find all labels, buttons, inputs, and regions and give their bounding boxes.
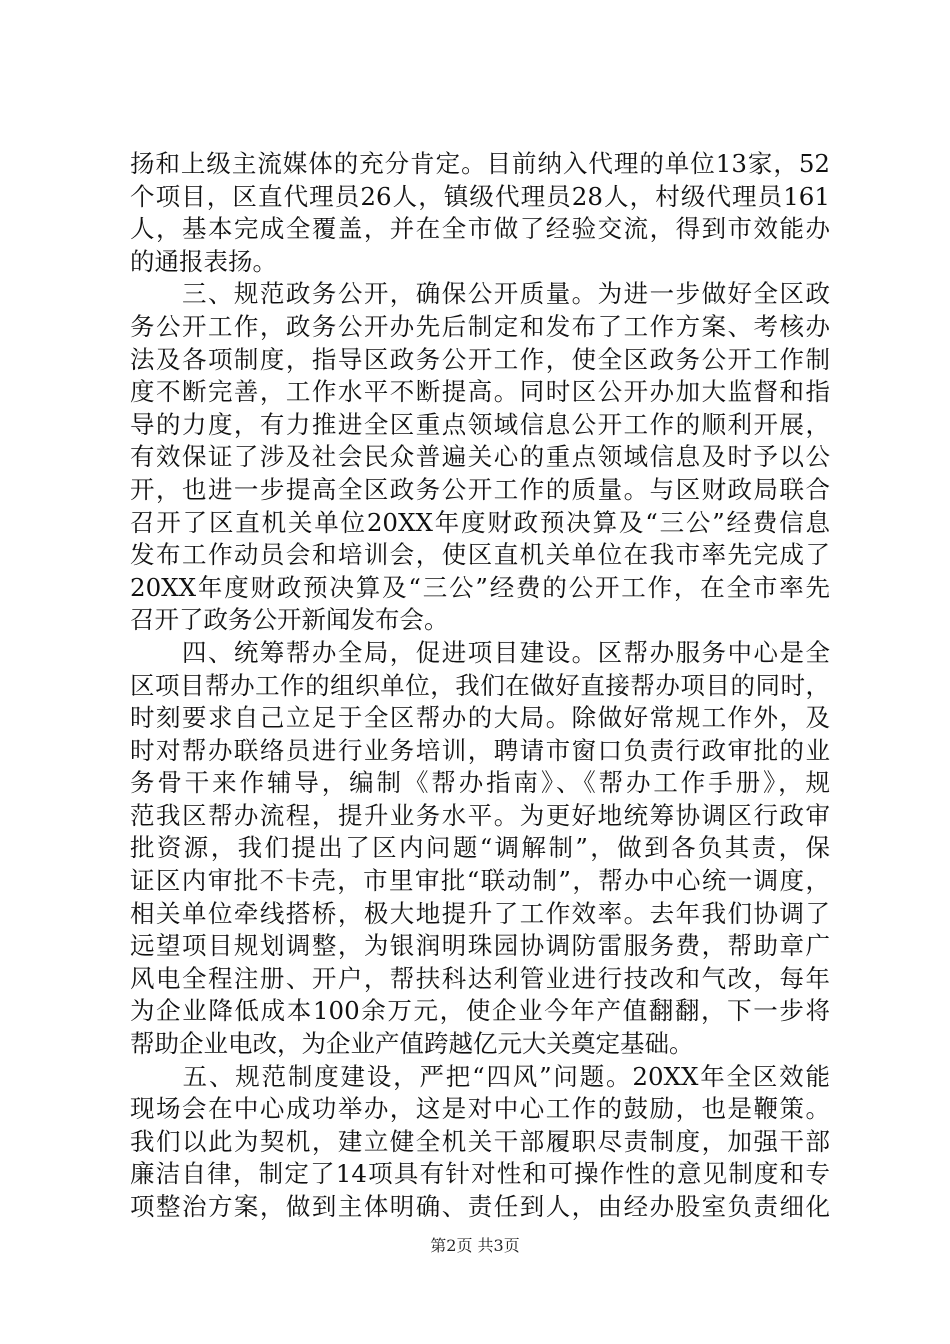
text-line: 时对帮办联络员进行业务培训，聘请市窗口负责行政审批的业 bbox=[130, 735, 830, 765]
text-line: 五、规范制度建设，严把“四风”问题。20XX年全区效能 bbox=[130, 1061, 830, 1091]
text-line: 廉洁自律，制定了14项具有针对性和可操作性的意见制度和专 bbox=[130, 1159, 830, 1189]
text-line: 证区内审批不卡壳，市里审批“联动制”，帮办中心统一调度， bbox=[130, 866, 830, 896]
text-line: 务骨干来作辅导，编制《帮办指南》、《帮办工作手册》，规 bbox=[130, 768, 830, 798]
text-line: 扬和上级主流媒体的充分肯定。目前纳入代理的单位13家，52 bbox=[130, 149, 830, 178]
text-line: 区项目帮办工作的组织单位，我们在做好直接帮办项目的同时， bbox=[130, 670, 830, 700]
text-line: 开，也进一步提高全区政务公开工作的质量。与区财政局联合 bbox=[130, 474, 830, 504]
text-line: 人，基本完成全覆盖，并在全市做了经验交流，得到市效能办 bbox=[130, 214, 830, 244]
page-number-label: 第2页 共3页 bbox=[430, 1236, 520, 1255]
text-line: 召开了政务公开新闻发布会。 bbox=[130, 605, 449, 635]
text-line: 风电全程注册、开户，帮扶科达利管业进行技改和气改，每年 bbox=[130, 963, 830, 993]
text-line: 导的力度，有力推进全区重点领域信息公开工作的顺利开展， bbox=[130, 409, 830, 439]
text-line: 度不断完善，工作水平不断提高。同时区公开办加大监督和指 bbox=[130, 377, 830, 407]
text-line: 务公开工作，政务公开办先后制定和发布了工作方案、考核办 bbox=[130, 311, 830, 341]
text-line: 现场会在中心成功举办，这是对中心工作的鼓励，也是鞭策。 bbox=[130, 1094, 830, 1124]
document-body bbox=[130, 148, 830, 1224]
text-line: 三、规范政务公开，确保公开质量。为进一步做好全区政 bbox=[130, 279, 830, 309]
text-line: 发布工作动员会和培训会，使区直机关单位在我市率先完成了 bbox=[130, 540, 830, 570]
text-line: 有效保证了涉及社会民众普遍关心的重点领域信息及时予以公 bbox=[130, 442, 830, 472]
text-line: 个项目，区直代理员26人，镇级代理员28人，村级代理员161 bbox=[130, 181, 830, 211]
text-line: 的通报表扬。 bbox=[130, 246, 277, 276]
text-line: 法及各项制度，指导区政务公开工作，使全区政务公开工作制 bbox=[130, 344, 830, 374]
text-line: 范我区帮办流程，提升业务水平。为更好地统筹协调区行政审 bbox=[130, 800, 830, 830]
page-footer bbox=[0, 1233, 950, 1256]
text-line: 批资源，我们提出了区内问题“调解制”，做到各负其责，保 bbox=[130, 833, 830, 863]
text-line: 时刻要求自己立足于全区帮办的大局。除做好常规工作外，及 bbox=[130, 703, 830, 733]
text-line: 20XX年度财政预决算及“三公”经费的公开工作，在全市率先 bbox=[130, 572, 830, 602]
text-line: 远望项目规划调整，为银润明珠园协调防雷服务费，帮助章广 bbox=[130, 931, 830, 961]
text-line: 项整治方案，做到主体明确、责任到人，由经办股室负责细化 bbox=[130, 1192, 830, 1221]
text-line: 召开了区直机关单位20XX年度财政预决算及“三公”经费信息 bbox=[130, 507, 830, 537]
text-line: 为企业降低成本100余万元，使企业今年产值翻翻，下一步将 bbox=[130, 996, 830, 1026]
text-line: 我们以此为契机，建立健全机关干部履职尽责制度，加强干部 bbox=[130, 1126, 830, 1156]
text-line: 相关单位牵线搭桥，极大地提升了工作效率。去年我们协调了 bbox=[130, 898, 830, 928]
text-line: 帮助企业电改，为企业产值跨越亿元大关奠定基础。 bbox=[130, 1029, 694, 1059]
text-line: 四、统筹帮办全局，促进项目建设。区帮办服务中心是全 bbox=[130, 637, 830, 667]
